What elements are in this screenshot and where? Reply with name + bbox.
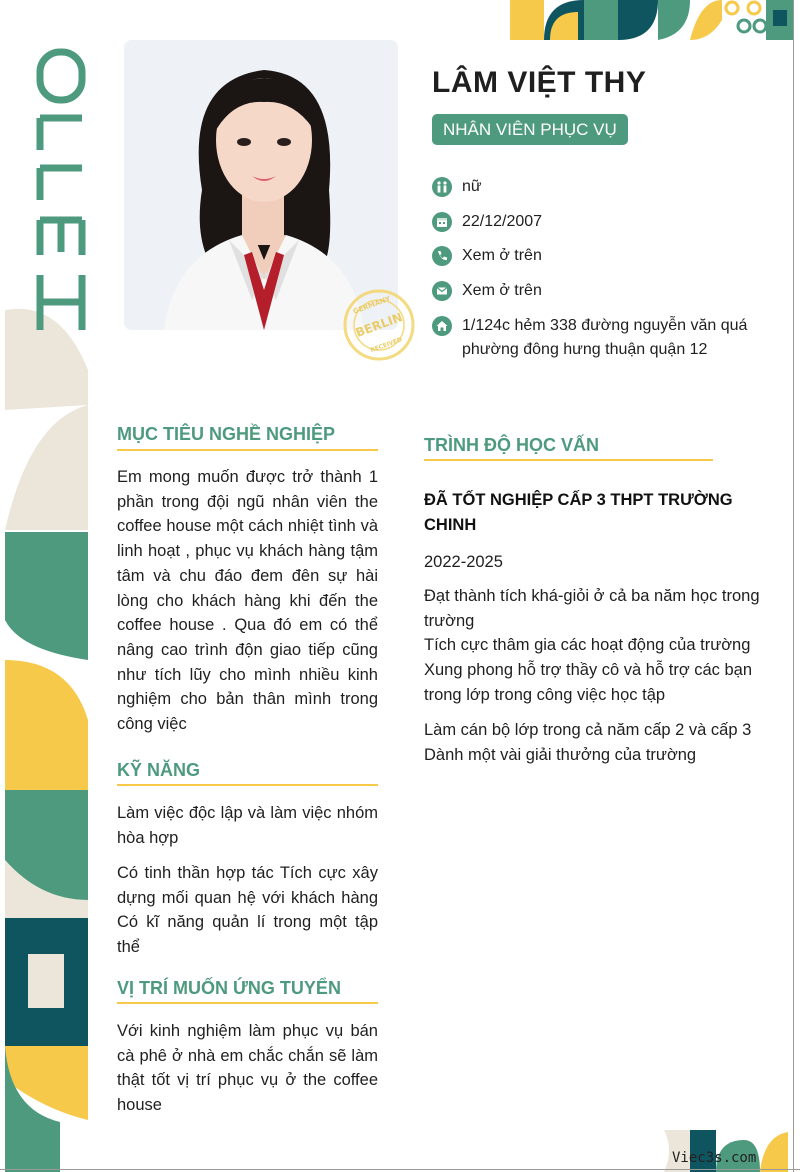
portrait-illustration (124, 40, 398, 330)
stamp-middle-text: BERLIN (353, 310, 405, 340)
info-phone (432, 244, 762, 268)
skills-underline (117, 784, 378, 786)
position-title: VỊ TRÍ MUỐN ỨNG TUYỂN (117, 978, 341, 998)
berlin-stamp (342, 288, 416, 362)
objective-title: MỤC TIÊU NGHỀ NGHIỆP (117, 424, 336, 444)
objective-underline (117, 449, 378, 451)
top-right-decoration (510, 0, 794, 40)
skill-item: Làm việc độc lập và làm việc nhóm hòa hợp (117, 804, 378, 847)
skill-item: Có tinh thần hợp tác Tích cực xây dựng mối quan hệ với khách hàng Có kĩ năng quản lí trong một tập thể (117, 864, 378, 957)
info-address (432, 314, 762, 388)
phone-value: Xem ở trên (462, 247, 542, 264)
education-achievements: Đạt thành tích khá-giỏi ở cả ba năm học trong trường Tích cực thâm gia các hoạt động của trường Xung phong hỗ trợ thầy cô và hỗ trợ các bạn trong lớp trong công việc học tập (424, 587, 760, 704)
deco-shape-teal-inner (28, 954, 64, 1008)
stamp-top-text: GERMANY (352, 294, 392, 316)
objective-text: Em mong muốn được trở thành 1 phần trong đội ngũ nhân viên the coffee house một cách nhiệt tình và linh hoạt , phục vụ khách hàng tậm tâm và chu đáo đem đên sự hài lòng cho khách hàng khi đến the coffee house . Qua đó em có thể nâng cao trình độn giao tiếp cũng như tích lũy cho mình nhiều kinh nghiệm cho bản thân mình trong công việc (117, 468, 378, 734)
watermark: Viec3s.com (672, 1150, 757, 1166)
education-underline (424, 459, 713, 461)
position-text: Với kinh nghiệm làm phục vụ bán cà phê ở nhà em chắc chắn sẽ làm thật tốt vị trí phục vụ ở the coffee house (117, 1022, 378, 1115)
stamp-bottom-text: RECEIVED (369, 336, 404, 355)
deco-shape-yellow-1 (5, 660, 88, 790)
home-icon (432, 316, 452, 336)
left-decoration (0, 0, 95, 1172)
info-birthday (432, 210, 762, 234)
profile-photo (124, 40, 398, 330)
phone-icon (432, 246, 452, 266)
candidate-name: LÂM VIỆT THY (432, 66, 647, 99)
address-value: 1/124c hẻm 338 đường nguyễn văn quá phường đông hưng thuận quận 12 (462, 317, 748, 358)
gender-icon (432, 177, 452, 197)
education-roles: Làm cán bộ lớp trong cả năm cấp 2 và cấp 3 Dành một vài giải thưởng của trường (424, 721, 752, 764)
position-underline (117, 1002, 378, 1004)
gender-value: nữ (462, 178, 482, 195)
birthday-value: 22/12/2007 (462, 213, 543, 230)
deco-shape-green-1 (5, 532, 88, 660)
email-icon (432, 281, 452, 301)
education-title: TRÌNH ĐỘ HỌC VẤN (424, 435, 599, 455)
page-border-bottom (0, 1169, 800, 1170)
hello-letters (40, 52, 82, 330)
email-value: Xem ở trên (462, 282, 542, 299)
education-school: ĐÃ TỐT NGHIỆP CẤP 3 THPT TRƯỜNG CHINH (424, 491, 733, 534)
calendar-icon (432, 212, 452, 232)
skills-title: KỸ NĂNG (117, 760, 201, 780)
info-gender (432, 175, 762, 199)
page-border-right (793, 0, 794, 1172)
deco-shape-beige-top (5, 309, 88, 410)
education-period: 2022-2025 (424, 553, 503, 571)
role-badge: NHÂN VIÊN PHỤC VỤ (432, 114, 628, 145)
info-email (432, 279, 762, 303)
